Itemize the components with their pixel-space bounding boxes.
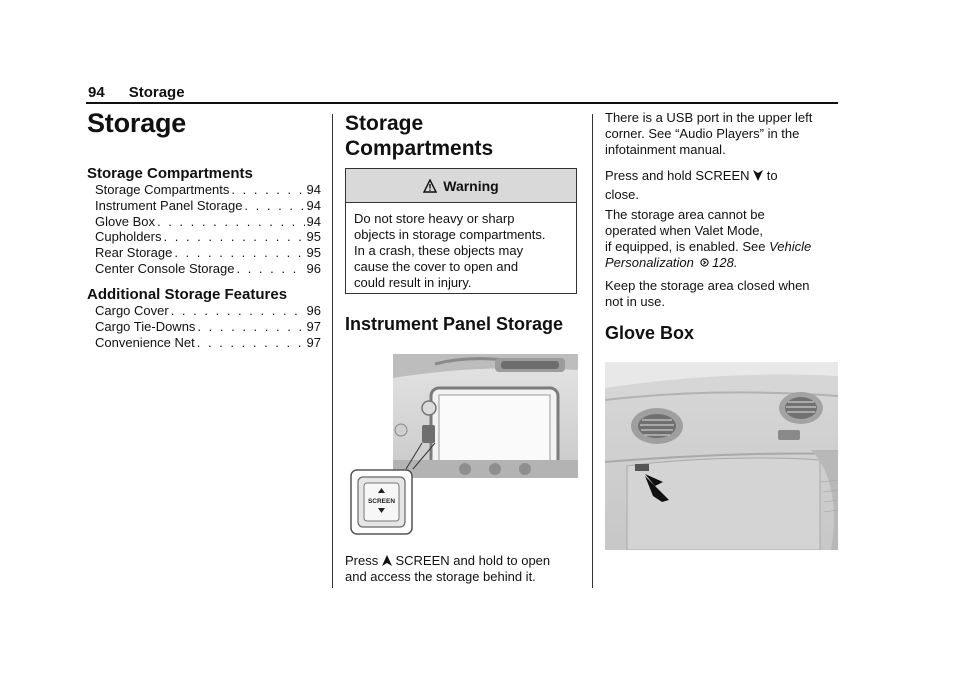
warning-box [345,168,577,294]
toc-list [95,182,321,277]
chapter-title: Storage [87,108,187,138]
warning-text: Do not store heavy or sharp objects in storage compartments. In a crash, these objects may cause the cover to open and could result in injury. [354,211,546,290]
subheading-instrument-panel: Instrument Panel Storage [345,314,564,334]
toc-item[interactable] [95,335,321,351]
toc-page: 96 [306,260,321,276]
toc-page: 94 [306,213,321,229]
column-divider [332,114,333,588]
instrument-panel-caption: Press SCREEN and hold to open and access the storage behind it. [345,553,551,584]
valet-paragraph: The storage area cannot be operated when Valet Mode, if equipped, is enabled. See Vehicle Personalization 128. [605,207,812,270]
warning-triangle-icon [423,179,437,193]
toc-item[interactable] [95,319,321,335]
page-number: 94 [88,84,105,101]
toc-item[interactable] [95,245,321,261]
toc-item[interactable] [95,229,321,245]
toc-label: Center Console Storage [95,260,235,276]
toc-group-heading: Storage Compartments [87,165,253,182]
toc-label: Instrument Panel Storage [95,197,243,213]
arrow-up-icon [382,555,392,566]
toc-page: 95 [306,229,321,245]
close-paragraph: Press and hold SCREEN to close. [605,168,778,202]
warning-title: Warning [443,177,499,194]
running-header [88,84,185,101]
toc-page: 96 [306,303,321,318]
toc-label: Rear Storage [95,245,173,261]
column-divider [592,114,593,588]
toc-page: 94 [306,197,321,213]
toc-item[interactable] [95,198,321,214]
toc-label: Storage Compartments [95,182,230,197]
toc-page: 97 [306,334,321,350]
toc-list [95,303,321,350]
toc-label: Convenience Net [95,334,195,350]
toc-item[interactable] [95,261,321,277]
section-heading [345,111,493,161]
toc-item[interactable] [95,182,321,198]
arrow-down-icon [753,170,763,181]
toc-label: Glove Box [95,213,155,229]
toc-page: 97 [306,318,321,334]
cross-reference-link[interactable]: Personalization [605,255,694,270]
section-heading-line: Compartments [345,137,494,160]
toc-page: 94 [306,182,321,197]
toc-label: Cargo Cover [95,303,169,318]
page-reference-number[interactable]: 128 [712,255,734,270]
toc-page: 95 [306,245,321,261]
subheading-glove-box: Glove Box [605,323,695,343]
toc-item[interactable] [95,303,321,319]
cross-reference-link[interactable]: Vehicle [769,239,812,254]
usb-paragraph: There is a USB port in the upper left corner. See “Audio Players” in the infotainment manual. [605,110,813,157]
section-heading-line: Storage [345,112,424,135]
toc-item[interactable] [95,214,321,230]
section-title: Storage [128,84,185,101]
header-rule [86,102,838,104]
screen-button-label: SCREEN [367,498,396,505]
page-reference-icon [700,258,709,267]
toc-group-heading: Additional Storage Features [87,286,288,303]
toc-label: Cargo Tie-Downs [95,318,196,334]
instrument-panel-illustration [345,350,578,540]
keep-closed-paragraph: Keep the storage area closed when not in use. [605,278,810,309]
toc-label: Cupholders [95,229,162,245]
warning-title-bar [346,169,576,203]
glove-box-illustration [605,362,838,550]
